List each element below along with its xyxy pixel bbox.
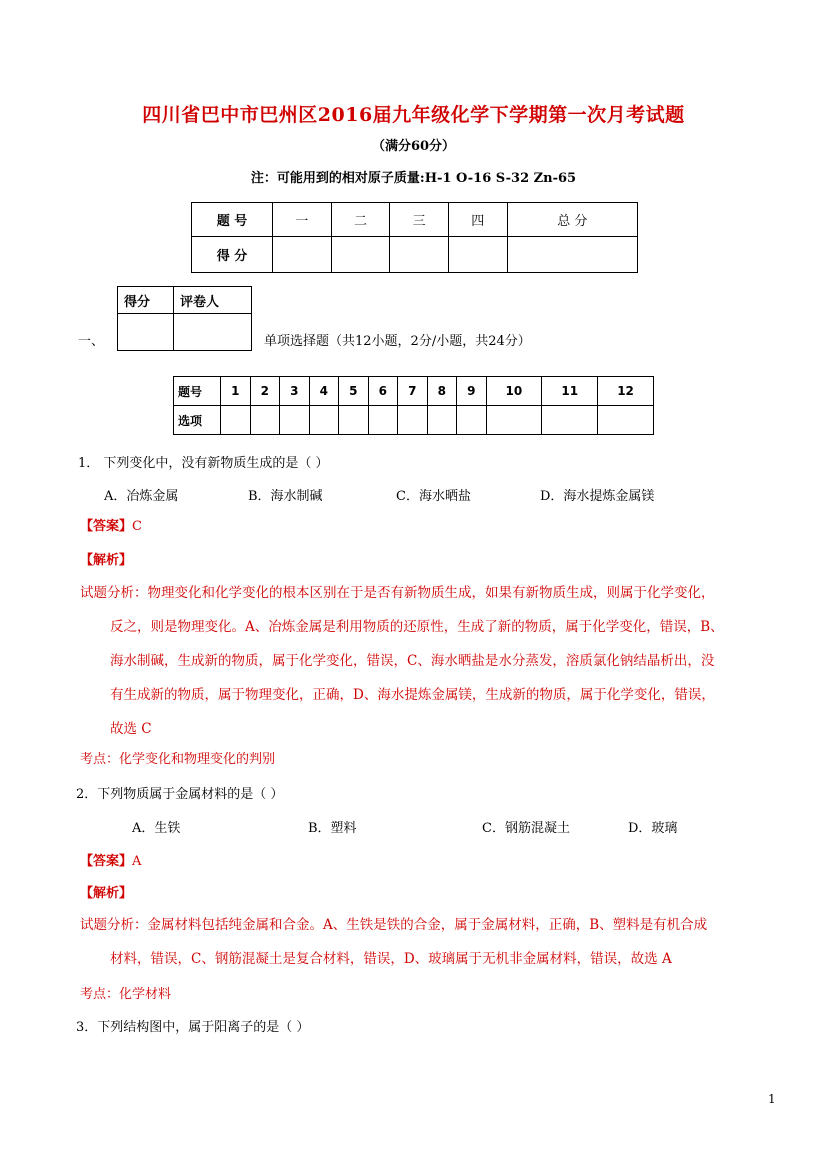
question-1-answer [80,515,142,534]
question-2-answer [80,850,141,869]
score-cell [331,237,390,273]
answer-number-cell: 2 [250,377,280,406]
question-1-option-c: C．海水晒盐 [396,489,471,504]
question-2-option-d: D．玻璃 [628,821,678,836]
grader-table [117,286,252,351]
answer-choice-cell [339,406,369,435]
score-table [191,202,638,273]
page-number: 1 [768,1092,776,1106]
analysis-line: 有生成新的物质，属于物理变化，正确，D、海水提炼金属镁，生成新的物质，属于化学变化，错误， [110,687,715,703]
question-1-analysis-label: 【解析】 [80,553,133,568]
answer-choice-cell [368,406,398,435]
answer-choice-cell [309,406,339,435]
answer-label: 【答案】 [80,854,133,869]
score-header-cell: 四 [448,203,507,237]
answer-number-cell: 11 [542,377,598,406]
score-header-cell: 一 [273,203,332,237]
score-cell [507,237,637,273]
answer-row-label: 选项 [174,406,221,435]
atomic-mass-note: 注：可能用到的相对原子质量:H-1 O-16 S-32 Zn-65 [250,171,577,186]
answer-choice-cell [398,406,428,435]
answer-choice-cell [250,406,280,435]
answer-number-cell: 7 [398,377,428,406]
question-2-option-b: B．塑料 [308,821,357,836]
question-3-stem: 3．下列结构图中，属于阳离子的是（ ） [76,1020,310,1035]
answer-value: C [132,519,142,534]
question-1-analysis [80,576,760,746]
answer-choice-cell [542,406,598,435]
answer-number-cell: 1 [221,377,251,406]
question-1-stem: 1． 下列变化中，没有新物质生成的是（ ） [78,456,329,471]
answer-number-cell: 6 [368,377,398,406]
score-header-cell: 二 [331,203,390,237]
answer-number-cell: 4 [309,377,339,406]
answer-number-cell: 3 [280,377,310,406]
score-header-cell: 题 号 [192,203,273,237]
score-cell [273,237,332,273]
answer-choice-cell [280,406,310,435]
question-1-option-a: A．冶炼金属 [104,489,179,504]
answer-number-cell: 12 [598,377,654,406]
answer-row-label: 题号 [174,377,221,406]
answer-choice-row [174,406,654,435]
question-2-analysis [80,908,760,976]
section-heading: 单项选择题（共12小题，2分/小题，共24分） [264,334,531,349]
question-1-option-d: D．海水提炼金属镁 [540,489,655,504]
answer-number-cell: 5 [339,377,369,406]
answer-number-cell: 10 [486,377,542,406]
analysis-line: 海水制碱，生成新的物质，属于化学变化，错误，C、海水晒盐是水分蒸发，溶质氯化钠结晶析出，没 [110,653,715,669]
answer-label: 【答案】 [80,519,133,534]
analysis-line: 试题分析：物理变化和化学变化的根本区别在于是否有新物质生成，如果有新物质生成，则属于化学变化， [80,585,715,601]
score-table-header-row [192,203,638,237]
analysis-line: 故选 C [110,721,152,737]
grader-reviewer-label: 评卷人 [173,287,251,314]
score-row-label: 得 分 [192,237,273,273]
answer-choice-cell [221,406,251,435]
score-header-cell: 总 分 [507,203,637,237]
score-header-cell: 三 [390,203,449,237]
answer-choice-cell [457,406,487,435]
question-1-option-b: B．海水制碱 [248,489,323,504]
answer-choice-cell [427,406,457,435]
question-2-option-a: A．生铁 [132,821,181,836]
question-2-stem: 2．下列物质属于金属材料的是（ ） [76,787,284,802]
question-2-option-c: C．钢筋混凝土 [482,821,570,836]
answer-choice-cell [486,406,542,435]
answer-number-cell: 8 [427,377,457,406]
grader-score-label: 得分 [118,287,174,314]
analysis-line: 材料，错误，C、钢筋混凝土是复合材料，错误，D、玻璃属于无机非金属材料，错误，故选 A [110,951,672,967]
analysis-line: 反之，则是物理变化。A、冶炼金属是利用物质的还原性，生成了新的物质，属于化学变化，错误，B、 [110,619,724,635]
score-table-score-row [192,237,638,273]
answer-table [173,376,654,435]
grader-score-cell [118,314,174,351]
section-number: 一、 [78,334,105,349]
answer-number-cell: 9 [457,377,487,406]
question-1-point: 考点：化学变化和物理变化的判别 [80,752,276,767]
answer-number-row [174,377,654,406]
question-2-analysis-label: 【解析】 [80,886,133,901]
score-cell [390,237,449,273]
score-cell [448,237,507,273]
answer-choice-cell [598,406,654,435]
question-2-point: 考点：化学材料 [80,987,172,1002]
full-score-note: （满分60分） [371,139,456,154]
answer-value: A [132,854,142,869]
grader-reviewer-cell [173,314,251,351]
page-title: 四川省巴中市巴州区2016届九年级化学下学期第一次月考试题 [142,104,685,126]
analysis-line: 试题分析：金属材料包括纯金属和合金。A、生铁是铁的合金，属于金属材料，正确，B、塑料是有机合成 [80,917,708,933]
